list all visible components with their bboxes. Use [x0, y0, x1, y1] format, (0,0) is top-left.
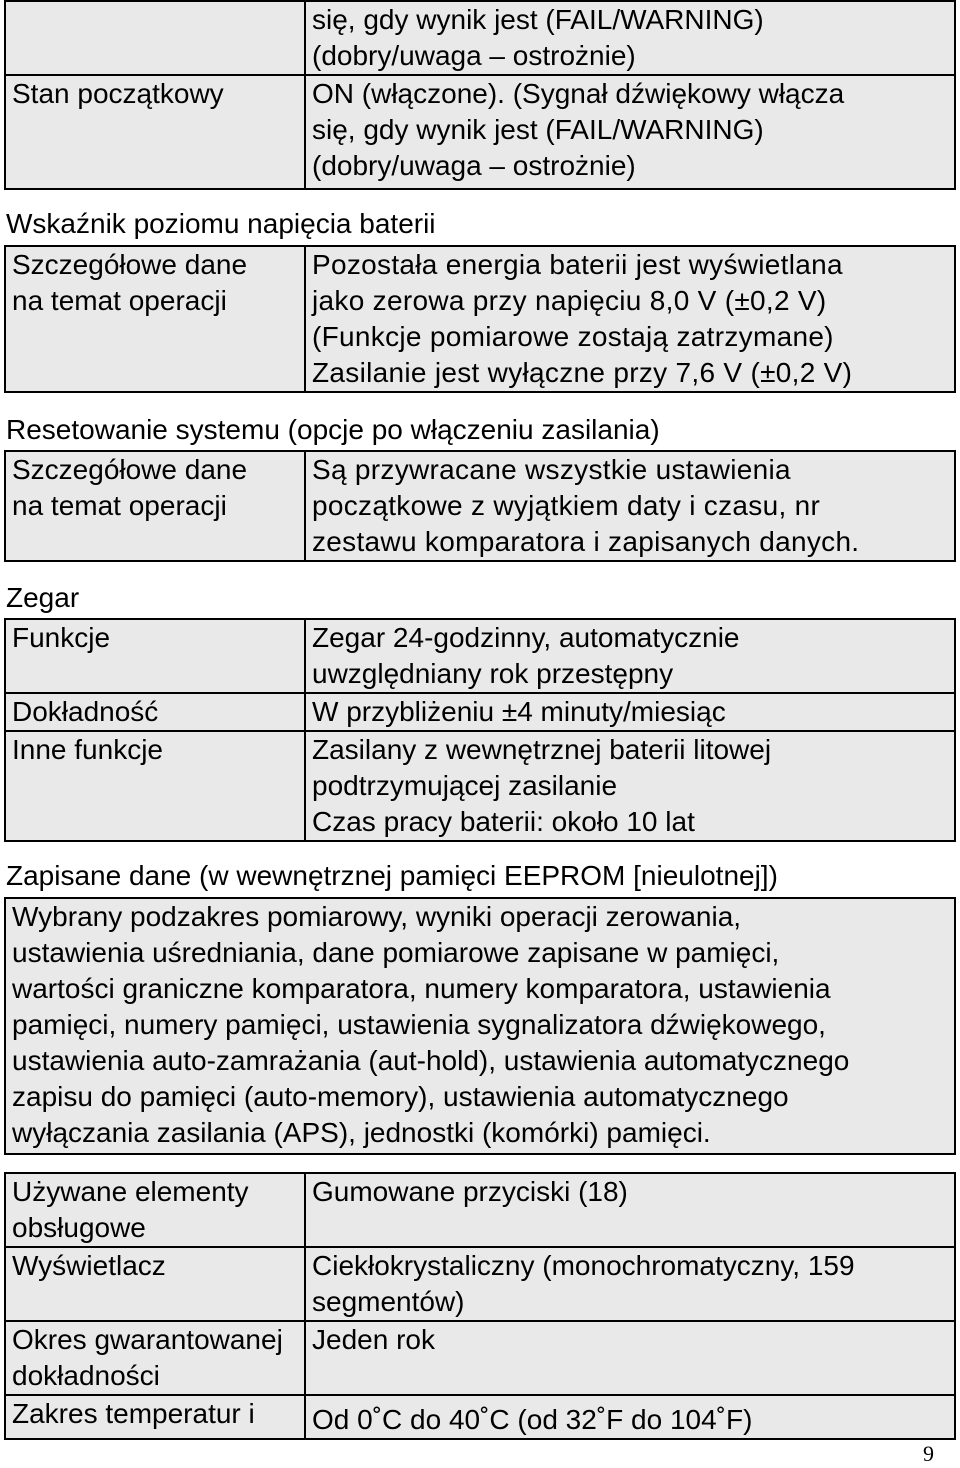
page-number: 9 [923, 1441, 934, 1466]
initial-state-value: ON (włączone). (Sygnał dźwiękowy włącza się, gdy wynik jest (FAIL/WARNING) (dobry/uwaga – ostrożnie) [305, 75, 955, 189]
saved-heading: Zapisane dane (w wewnętrznej pamięci EEPROM [nieulotnej]) [6, 860, 778, 891]
clock-functions-value: Zegar 24-godzinny, automatycznie uwzględniany rok przestępny [305, 619, 955, 693]
clock-accuracy-label: Dokładność [5, 693, 305, 731]
battery-table [4, 245, 956, 393]
clock-accuracy-value: W przybliżeniu ±4 minuty/miesiąc [305, 693, 955, 731]
display-value: Ciekłokrystaliczny (monochromatyczny, 159 segmentów) [305, 1247, 955, 1321]
reset-value: Są przywracane wszystkie ustawienia początkowe z wyjątkiem daty i czasu, nr zestawu komparatora i zapisanych danych. [305, 451, 955, 561]
warranty-label: Okres gwarantowanej dokładności [5, 1321, 305, 1395]
bottom-table [4, 1172, 956, 1440]
warranty-value: Jeden rok [305, 1321, 955, 1395]
clock-other-value: Zasilany z wewnętrznej baterii litowej podtrzymującej zasilanie Czas pracy baterii: około 10 lat [305, 731, 955, 841]
clock-functions-label: Funkcje [5, 619, 305, 693]
top-row-label [5, 1, 305, 75]
temperature-value: Od 0˚C do 40˚C (od 32˚F do 104˚F) [305, 1395, 955, 1439]
display-label: Wyświetlacz [5, 1247, 305, 1321]
battery-value: Pozostała energia baterii jest wyświetlana jako zerowa przy napięciu 8,0 V (±0,2 V) (Funkcje pomiarowe zostają zatrzymane) Zasilanie jest wyłączne przy 7,6 V (±0,2 V) [305, 246, 955, 392]
clock-other-label: Inne funkcje [5, 731, 305, 841]
battery-label: Szczegółowe dane na temat operacji [5, 246, 305, 392]
clock-heading: Zegar [6, 582, 80, 613]
initial-state-label: Stan początkowy [5, 75, 305, 189]
clock-table [4, 618, 956, 842]
reset-label: Szczegółowe dane na temat operacji [5, 451, 305, 561]
temperature-label: Zakres temperatur i [5, 1395, 305, 1439]
controls-value: Gumowane przyciski (18) [305, 1173, 955, 1247]
top-table [4, 0, 956, 190]
top-row-value: się, gdy wynik jest (FAIL/WARNING) (dobry/uwaga – ostrożnie) [305, 1, 955, 75]
controls-label: Używane elementy obsługowe [5, 1173, 305, 1247]
battery-heading: Wskaźnik poziomu napięcia baterii [6, 208, 436, 239]
saved-data-text: Wybrany podzakres pomiarowy, wyniki operacji zerowania, ustawienia uśredniania, dane pomiarowe zapisane w pamięci, wartości graniczne komparatora, numery komparatora, ustawienia pamięci, numery pamięci, ustawienia sygnalizatora dźwiękowego, ustawienia auto-zamrażania (aut-hold), ustawienia automatycznego zapisu do pamięci (auto-memory), ustawienia automatycznego wyłączania zasilania (APS), jednostki (komórki) pamięci. [4, 897, 956, 1155]
reset-heading: Resetowanie systemu (opcje po włączeniu zasilania) [6, 414, 660, 445]
reset-table [4, 450, 956, 562]
